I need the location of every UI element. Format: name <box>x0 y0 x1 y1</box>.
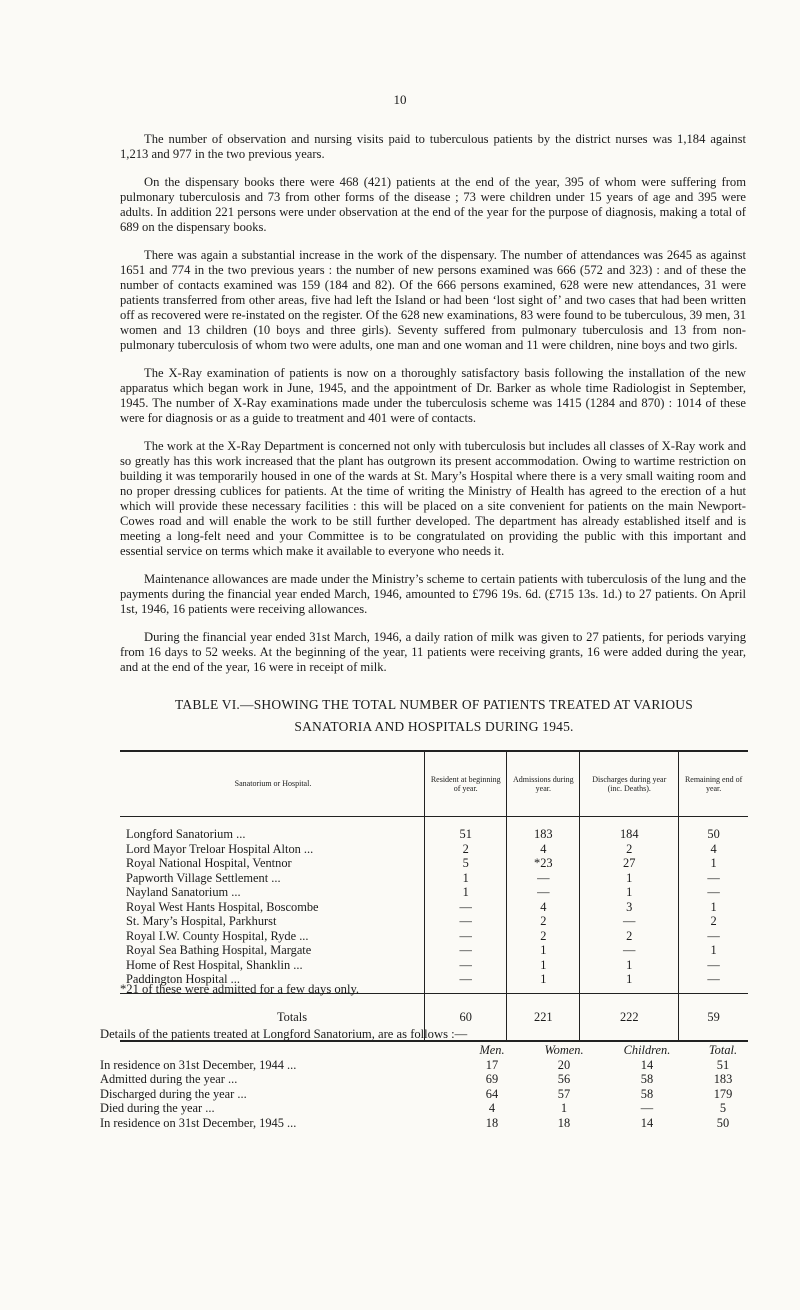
cell-discharges: 2 <box>580 929 679 944</box>
cell-discharges: 184 <box>580 827 679 842</box>
cell-resident: 1 <box>425 871 507 886</box>
cell-resident: — <box>425 929 507 944</box>
cell-remaining: — <box>679 958 748 973</box>
details-header-row <box>100 1043 760 1058</box>
cell-resident: — <box>425 900 507 915</box>
details-women: 20 <box>557 1057 571 1072</box>
details-children: 14 <box>640 1115 654 1130</box>
cell-remaining: — <box>679 929 748 944</box>
details-total: 51 <box>716 1057 730 1072</box>
details-label: Died during the year ... <box>100 1101 215 1115</box>
cell-discharges: — <box>580 914 679 929</box>
cell-resident: 51 <box>425 827 507 842</box>
details-header-women: Women. <box>544 1043 584 1057</box>
paragraph: The number of observation and nursing visits paid to tuberculous patients by the district nurses was 1,184 against 1,213 and 977 in the two previous years. <box>120 132 746 161</box>
cell-admissions: 4 <box>507 842 580 857</box>
details-row <box>100 1072 760 1087</box>
cell-admissions: 1 <box>507 972 580 993</box>
details-header-children: Children. <box>623 1043 671 1057</box>
table-row <box>120 929 748 944</box>
details-header-men: Men. <box>479 1043 505 1057</box>
cell-admissions: 1 <box>507 943 580 958</box>
cell-resident: — <box>425 914 507 929</box>
header-remaining: Remaining end of year. <box>679 751 748 817</box>
totals-remaining: 59 <box>679 993 748 1041</box>
totals-admissions: 221 <box>507 993 580 1041</box>
paragraph: There was again a substantial increase in the work of the dispensary. The number of attendances was 2645 as against 1651 and 774 in the two previous years : the number of new persons examined was 666 (572 and 323) : and of these the number of contacts examined was 159 (184 and 82). Of the 666 persons examined, 628 were new attendances, 31 were patients transferred from other areas, five had left the Island or had been ‘lost sight of’ and two cases that had been written off as recovered were re-instated on the register. Of the 628 new examinations, 83 were found to be tuberculous, 39 men, 31 women and 13 children (10 boys and three girls). Seventy suffered from pulmonary tuberculosis and 13 from non-pulmonary tuberculosis of whom two were adults, one man and one woman and 11 were children, nine boys and two girls. <box>120 248 746 352</box>
details-label: Admitted during the year ... <box>100 1072 238 1086</box>
cell-remaining: 1 <box>679 856 748 871</box>
cell-discharges: 2 <box>580 842 679 857</box>
cell-discharges: 3 <box>580 900 679 915</box>
footnote: *21 of these were admitted for a few days only. <box>120 982 360 996</box>
cell-discharges: 1 <box>580 958 679 973</box>
header-sanatorium: Sanatorium or Hospital. <box>120 751 425 817</box>
details-total: 183 <box>713 1072 733 1086</box>
sanatoria-table <box>120 750 748 1042</box>
cell-discharges: 1 <box>580 972 679 993</box>
table-row <box>120 827 748 842</box>
details-header-total: Total. <box>708 1043 738 1057</box>
page-number: 10 <box>393 92 407 107</box>
cell-admissions: — <box>507 871 580 886</box>
cell-resident: 5 <box>425 856 507 871</box>
details-women: 57 <box>557 1086 571 1101</box>
longford-details-table <box>100 1043 760 1130</box>
paragraph: The work at the X-Ray Department is concerned not only with tuberculosis but includes all classes of X-Ray work and so greatly has this work increased that the plant has outgrown its present accommodation. Owing to wartime restriction on building it was temporarily housed in one of the wards at St. Mary’s Hospital where there is a very small waiting room and no proper dressing cublices for patients. At the time of writing the Ministry of Health has agreed to the erection of a hut which will provide these necessary facilities : this will be placed on a site convenient for patients on the main Newport-Cowes road and will enable the work to be still further developed. The department has already established itself and is meeting a long-felt need and your Committee is to be congratulated on providing the public with this important and essential service on terms which make it available to everyone who needs it. <box>120 439 746 558</box>
table-row <box>120 871 748 886</box>
details-total: 179 <box>713 1086 733 1101</box>
cell-name: Royal National Hospital, Ventnor <box>126 856 292 870</box>
details-row <box>100 1087 760 1102</box>
cell-remaining: — <box>679 972 748 993</box>
cell-admissions: 2 <box>507 929 580 944</box>
cell-remaining: 50 <box>679 827 748 842</box>
details-women: 18 <box>557 1115 571 1130</box>
paragraph: During the financial year ended 31st March, 1946, a daily ration of milk was given to 27 patients, for periods varying from 16 days to 52 weeks. At the beginning of the year, 11 patients were receiving grants, 16 were added during the year, and at the end of the year, 16 were in receipt of milk. <box>120 630 746 674</box>
details-row <box>100 1116 760 1131</box>
details-total: 50 <box>716 1115 730 1130</box>
cell-name: St. Mary’s Hospital, Parkhurst <box>126 914 277 928</box>
table-row <box>120 856 748 871</box>
cell-discharges: 1 <box>580 871 679 886</box>
cell-admissions: *23 <box>507 856 580 871</box>
cell-discharges: — <box>580 943 679 958</box>
cell-resident: — <box>425 972 507 993</box>
cell-resident: 2 <box>425 842 507 857</box>
table-row <box>120 943 748 958</box>
details-label: Discharged during the year ... <box>100 1086 247 1101</box>
cell-admissions: 1 <box>507 958 580 973</box>
details-row <box>100 1101 760 1116</box>
details-men: 18 <box>485 1115 499 1130</box>
cell-name: Paddington Hospital ... <box>126 972 240 986</box>
cell-name: Papworth Village Settlement ... <box>126 870 281 885</box>
details-women: 1 <box>560 1101 568 1115</box>
cell-remaining: 1 <box>679 943 748 958</box>
paragraph: The X-Ray examination of patients is now on a thoroughly satisfactory basis following the installation of the new apparatus which began work in June, 1945, and the appointment of Dr. Barker as whole time Radiologist in September, 1945. The number of X-Ray examinations made under the tuberculosis scheme was 1415 (1284 and 870) : 1014 of these were for diagnosis or as a guide to treatment and 401 were of contacts. <box>120 366 746 425</box>
cell-admissions: 2 <box>507 914 580 929</box>
details-children: 58 <box>640 1072 654 1086</box>
details-men: 69 <box>485 1072 499 1086</box>
cell-name: Royal Sea Bathing Hospital, Margate <box>126 943 312 957</box>
details-men: 17 <box>485 1057 499 1072</box>
header-resident: Resident at beginning of year. <box>425 751 507 817</box>
cell-remaining: — <box>679 871 748 886</box>
cell-admissions: 183 <box>507 827 580 842</box>
cell-discharges: 27 <box>580 856 679 871</box>
table-header-row <box>120 751 748 817</box>
table-row <box>120 900 748 915</box>
details-children: 14 <box>640 1057 654 1072</box>
cell-discharges: 1 <box>580 885 679 900</box>
cell-remaining: 1 <box>679 900 748 915</box>
table-row <box>120 885 748 900</box>
cell-resident: 1 <box>425 885 507 900</box>
details-total: 5 <box>719 1101 727 1115</box>
cell-remaining: 2 <box>679 914 748 929</box>
details-label: In residence on 31st December, 1945 ... <box>100 1115 297 1130</box>
totals-label: Totals <box>120 993 425 1041</box>
header-admissions: Admissions during year. <box>507 751 580 817</box>
table-title-line2: SANATORIA AND HOSPITALS DURING 1945. <box>294 719 574 734</box>
details-label: In residence on 31st December, 1944 ... <box>100 1057 297 1072</box>
body-text <box>120 132 746 688</box>
details-children: — <box>640 1101 654 1115</box>
cell-resident: — <box>425 943 507 958</box>
cell-name: Royal I.W. County Hospital, Ryde ... <box>126 928 309 943</box>
header-discharges: Discharges during year (inc. Deaths). <box>580 751 679 817</box>
cell-name: Home of Rest Hospital, Shanklin ... <box>126 957 303 972</box>
details-intro: Details of the patients treated at Longford Sanatorium, are as follows :— <box>100 1027 468 1041</box>
table-row <box>120 914 748 929</box>
details-men: 64 <box>485 1086 499 1101</box>
cell-name: Longford Sanatorium ... <box>126 827 246 841</box>
cell-resident: — <box>425 958 507 973</box>
paragraph: Maintenance allowances are made under the Ministry’s scheme to certain patients with tuberculosis of the lung and the payments during the financial year ended March, 1946, amounted to £796 19s. 6d. (£715 13s. 1d.) to 27 patients. On April 1st, 1946, 16 patients were receiving allowances. <box>120 572 746 616</box>
table-title <box>120 694 748 738</box>
totals-resident: 60 <box>425 993 507 1041</box>
table-row <box>120 958 748 973</box>
cell-admissions: 4 <box>507 900 580 915</box>
cell-remaining: — <box>679 885 748 900</box>
cell-name: Royal West Hants Hospital, Boscombe <box>126 899 319 914</box>
totals-discharges: 222 <box>580 993 679 1041</box>
cell-name: Nayland Sanatorium ... <box>126 885 241 899</box>
table-row <box>120 842 748 857</box>
details-women: 56 <box>557 1072 571 1086</box>
cell-admissions: — <box>507 885 580 900</box>
details-children: 58 <box>640 1086 654 1101</box>
details-men: 4 <box>488 1101 496 1115</box>
details-row <box>100 1058 760 1073</box>
cell-name: Lord Mayor Treloar Hospital Alton ... <box>126 841 314 856</box>
cell-remaining: 4 <box>679 842 748 857</box>
table-title-line1: TABLE VI.—SHOWING THE TOTAL NUMBER OF PATIENTS TREATED AT VARIOUS <box>175 697 693 712</box>
paragraph: On the dispensary books there were 468 (421) patients at the end of the year, 395 of whom were suffering from pulmonary tuberculosis and 73 from other forms of the disease ; 73 were children under 15 years of age and 395 were adults. In addition 221 persons were under observation at the end of the year for the purpose of diagnosis, making a total of 689 on the dispensary books. <box>120 175 746 234</box>
